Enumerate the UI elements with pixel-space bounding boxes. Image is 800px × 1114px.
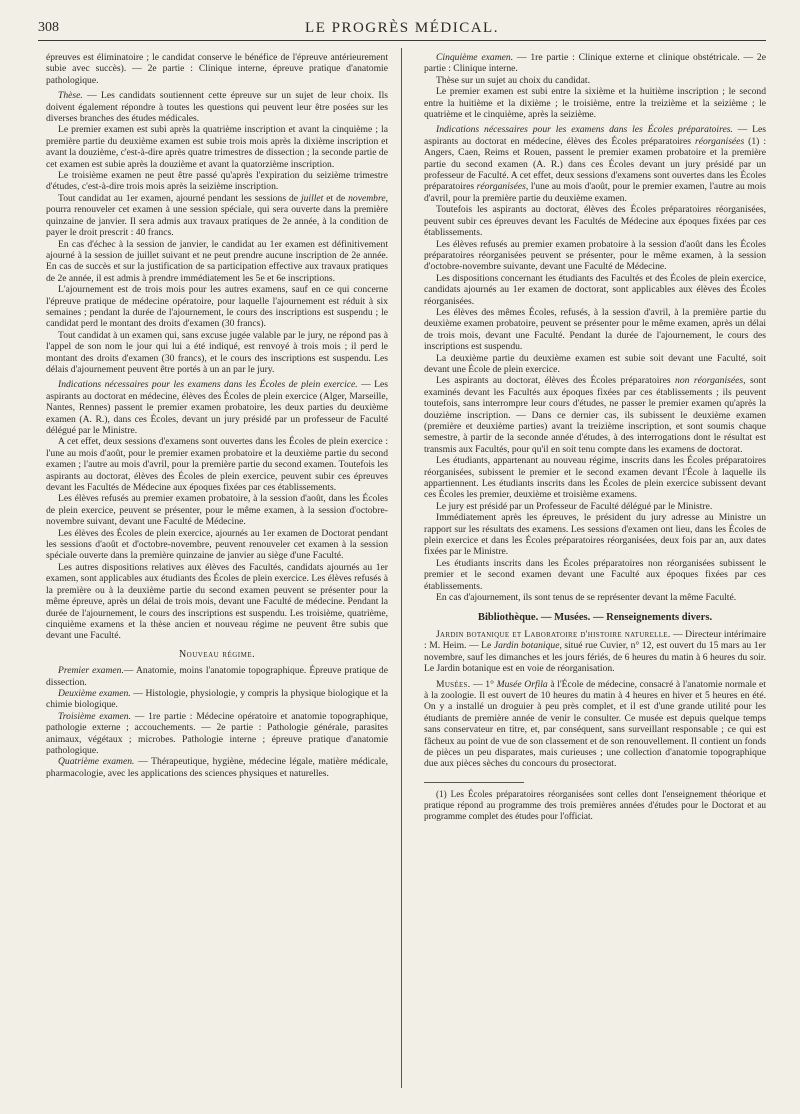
paragraph: Thèse sur un sujet au choix du candidat. [436,74,590,86]
paragraph: Le jury est présidé par un Professeur de Faculté délégué par le Ministre. [436,500,713,512]
paragraph: Les élèves des Écoles de plein exercice, ajournés au 1er examen de Doctorat pendant les sessions d'août et d'octobre-novembre, peuvent renouveler cet examen à la session spéciale ouverte dans la première quinzaine de janvier au siège d'une Faculté. [46,527,388,562]
footnote-divider [424,782,524,783]
paragraph: A cet effet, deux sessions d'examens sont ouvertes dans les Écoles de plein exercice : l'une au mois d'août, pour le premier examen probatoire et la deuxième partie du second examen ; l'autre au mois d'avril, pour la première partie du second examen. Toutefois les aspirants au doctorat, élèves des Écoles de plein exercice, peuvent subir ces épreuves devant les Facultés de Médecine aux époques fixées par ces établissements. [46,436,388,494]
left-column [46,52,388,1097]
paragraph: Les élèves refusés au premier examen probatoire à la session d'août dans les Écoles préparatoires réorganisées peuvent se présenter, pour le même examen, à la session d'octobre-novembre suivante, devant une Faculté de Médecine. [424,238,766,273]
paragraph: Immédiatement après les épreuves, le président du jury adresse au Ministre un rapport sur les résultats des examens. Les sessions d'examen ont lieu, dans les Écoles de plein exercice et dans les Écoles préparatoires réorganisées, deux fois par an, aux dates fixées par le Ministre. [424,512,766,558]
paragraph: épreuves est éliminatoire ; le candidat conserve le bénéfice de l'épreuve antérieurement subie avec succès). — 2e partie : Clinique interne, épreuve pratique d'anatomie pathologique. [46,52,388,86]
paragraph: Le premier examen est subi après la quatrième inscription et avant la cinquième ; la première partie du deuxième examen est subie trois mois après la dixième inscription et avant la douzième, c'est-à-dire après quatre trimestres de dissection ; la seconde partie de cet examen est subie après la douzième et avant la quatorzième inscription. [46,124,388,170]
paragraph: Les étudiants, appartenant au nouveau régime, inscrits dans les Écoles préparatoires réorganisées, subissent le premier et le second examen devant l'École à laquelle ils appartiennent. Les étudiants inscrits dans les Écoles de plein exercice subissent devant ces Écoles les premier, deuxième et troisième examens. [424,455,766,501]
paragraph: Jardin botanique et Laboratoire d'histoire naturelle. — Directeur intérimaire : M. Heim. — Le Jardin botanique, situé rue Cuvier, n° 12, est ouvert du 15 mars au 1er novembre, sauf les dimanches et les jours fériés, de 6 heures du matin à 6 heures du soir. Le Jardin botanique est en voie de réorganisation. [424,628,766,675]
footnote: (1) Les Écoles préparatoires réorganisées sont celles dont l'enseignement théorique et pratique répond au programme des trois premières années d'études pour le Doctorat et au programme complet des études pour l'officiat. [424,788,766,821]
exam-entry: Cinquième examen. — 1re partie : Clinique externe et clinique obstétricale. — 2e partie : Clinique interne. [424,52,766,75]
running-title: LE PROGRÈS MÉDICAL. [305,20,499,36]
paragraph: Les autres dispositions relatives aux élèves des Facultés, candidats ajournés au 1er examen, sont applicables aux étudiants des Écoles de plein exercice. Les élèves refusés à la première ou à la deuxième partie du second examen peuvent se présenter pour la même épreuve, après un délai de trois mois, devant une Faculté de médecine. Pendant la durée de l'ajournement, le cours des inscriptions est suspendu. Les troisième, quatrième, cinquième examens et la thèse ancien et nouveau régime ne peuvent être subis que devant une Faculté. [46,561,388,642]
paragraph: Indications nécessaires pour les examens dans les Écoles préparatoires. — Les aspirants au doctorat en médecine, élèves des Écoles préparatoires réorganisées (1) : Angers, Caen, Reims et Rouen, passent le premier examen probatoire et la première partie du second examen (A. R.) dans ces Écoles devant un jury présidé par un professeur de Faculté. A cet effet, deux sessions d'examens sont ouvertes dans les Écoles préparatoires réorganisées, l'une au mois d'août, pour le premier examen, l'autre au mois d'avril, pour la première partie du deuxième examen. [424,124,766,204]
right-column [424,52,766,1097]
run-in-heading: Indications nécessaires pour les examens dans les Écoles de plein exercice. [58,379,358,391]
column-divider [401,48,402,1088]
exam-entry: Premier examen.— Anatomie, moins l'anatomie topographique. Épreuve pratique de dissection. [46,665,388,688]
paragraph: En cas d'ajournement, ils sont tenus de se représenter devant la même Faculté. [436,592,737,604]
paragraph: Indications nécessaires pour les examens dans les Écoles de plein exercice. — Les aspirants au doctorat en médecine, élèves des Écoles de plein exercice (Alger, Marseille, Nantes, Rennes) passent le premier examen probatoire, les deux parties du deuxième examen (A. R.), dans ces Écoles, devant un jury présidé par un professeur de Faculté délégué par le Ministre. [46,379,388,436]
paragraph: Musées. — 1° Musée Orfila à l'École de médecine, consacré à l'anatomie normale et à la zoologie. Il est ouvert de 10 heures du matin à 4 heures en hiver et 5 heures en été. On y a installé un droguier à peu près complet, et il est d'une grande utilité pour les étudiants de première année de venir le consulter. Ce musée est depuis quelque temps sans conservateur en titre, et, par conséquent, sans surveillant responsable ; ce qui est fâcheux au point de vue de son classement et de son renouvellement. Il contient un fonds de pièces un peu disparates, mais curieuses ; une collection d'anatomie topographique due aux pièces sèches du concours du prosectorat. [424,678,766,770]
paragraph: Tout candidat au 1er examen, ajourné pendant les sessions de juillet et de novembre, pourra renouveler cet examen à une session spéciale, qui sera ouverte dans la première quinzaine de janvier. Il sera admis aux travaux pratiques de 2e année, à la condition de payer le droit prescrit : 40 francs. [46,192,388,239]
paragraph: Tout candidat à un examen qui, sans excuse jugée valable par le jury, ne répond pas à l'appel de son nom le jour qui lui a été indiqué, est renvoyé à trois mois ; il perd le montant des droits d'examen (30 francs), et le cours des inscriptions est suspendu. Les délais d'ajournement peuvent être portés à un an par le jury. [46,329,388,375]
page-number: 308 [38,20,59,35]
paragraph: Les aspirants au doctorat, élèves des Écoles préparatoires non réorganisées, sont examinés devant les Facultés aux époques fixées par ces établissements ; ils peuvent toutefois, sans interrompre leur cours d'études, ne passer le premier examen qu'après la douzième inscription. — Dans ce dernier cas, ils subissent le deuxième examen (première et deuxième parties) avant la treizième inscription, et sont soumis chaque semestre, à partir de la seconde année d'études, à des interrogations dont le résultat est transmis aux Facultés, pour qu'il en soit tenu compte dans les examens de doctorat. [424,375,766,455]
paragraph: Toutefois les aspirants au doctorat, élèves des Écoles préparatoires réorganisées, peuvent subir ces épreuves devant les Facultés de Médecine aux époques fixées par ces établissements. [424,204,766,239]
paragraph: Les élèves des mêmes Écoles, refusés, à la session d'avril, à la première partie du deuxième examen probatoire, peuvent se présenter pour le même examen, après un délai de trois mois, devant une Faculté. Pendant la durée de l'ajournement, le cours des inscriptions est suspendu. [424,306,766,353]
section-heading: Nouveau régime. [178,648,256,660]
run-in-heading: Indications nécessaires pour les examens dans les Écoles préparatoires. [436,124,733,136]
section-heading: Bibliothèque. — Musées. — Renseignements divers. [477,611,713,623]
paragraph: Thèse. — Les candidats soutiennent cette épreuve sur un sujet de leur choix. Ils doivent également répondre à toutes les questions qui peuvent leur être posées sur les diverses branches des études médicales. [46,90,388,125]
paragraph: L'ajournement est de trois mois pour les autres examens, sauf en ce qui concerne l'épreuve pratique de médecine opératoire, pour laquelle l'ajournement est réduit à six semaines ; pendant la durée de l'ajournement, le cours des inscriptions est suspendu ; le candidat perd le montant des droits d'examen (30 francs). [46,284,388,330]
paragraph: La deuxième partie du deuxième examen est subie soit devant une Faculté, soit devant une École de plein exercice. [424,352,766,375]
run-in-heading: Thèse. [58,90,83,102]
paragraph: Le premier examen est subi entre la sixième et la huitième inscription ; le second entre la huitième et la dixième ; le troisième, entre la treizième et la seizième ; le quatrième et le cinquième, après la seizième. [424,86,766,121]
paragraph: Les dispositions concernant les étudiants des Facultés et des Écoles de plein exercice, candidats ajournés au 1er examen de doctorat, sont applicables aux élèves des Écoles réorganisées. [424,272,766,307]
paragraph: Les élèves refusés au premier examen probatoire, à la session d'août, dans les Écoles de plein exercice, peuvent se présenter, pour le même examen, à la session d'octobre-novembre suivant, devant une Faculté de Médecine. [46,493,388,528]
paragraph: Les étudiants inscrits dans les Écoles préparatoires non réorganisées subissent le premier et le second examen devant une Faculté aux époques fixées par ces établissements. [424,557,766,592]
paragraph: Le troisième examen ne peut être passé qu'après l'expiration du seizième trimestre d'études, c'est-à-dire trois mois après la seizième inscription. [46,170,388,193]
exam-entry: Quatrième examen. — Thérapeutique, hygiène, médecine légale, matière médicale, pharmacologie, avec les applications des sciences physiques et naturelles. [46,756,388,779]
page-header [38,18,766,41]
paragraph: En cas d'échec à la session de janvier, le candidat au 1er examen est définitivement ajourné à la session de juillet suivant et ne peut prendre aucune inscription de 2e année. En cas de succès et sur la justification de sa participation effective aux travaux pratiques de 2e année, il est admis à prendre immédiatement les 5e et 6e inscriptions. [46,238,388,284]
exam-entry: Troisième examen. — 1re partie : Médecine opératoire et anatomie topographique, pathologie externe ; accouchements. — 2e partie : Pathologie générale, parasites animaux, végétaux ; microbes. Pathologie interne ; épreuve pratique d'anatomie pathologique. [46,710,388,756]
exam-entry: Deuxième examen. — Histologie, physiologie, y compris la physique biologique et la chimie biologique. [46,687,388,711]
